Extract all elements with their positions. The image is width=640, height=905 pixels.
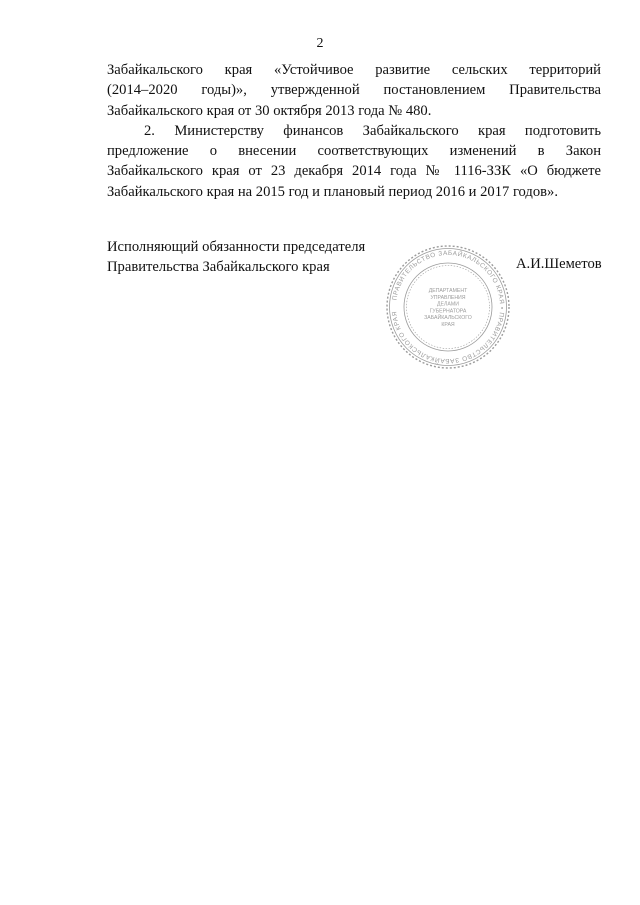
paragraph-2 bbox=[107, 121, 601, 202]
seal-stamp-icon bbox=[384, 243, 512, 371]
paragraph-line: 2. Министерству финансов Забайкальского края подготовить bbox=[144, 122, 601, 139]
signatory-name: А.И.Шеметов bbox=[516, 256, 602, 272]
paragraph-line: предложение о внесении соответствующих изменений в Закон bbox=[107, 143, 601, 160]
paragraph-line: Забайкальского края на 2015 год и плановый период 2016 и 2017 годов». bbox=[107, 183, 558, 200]
signatory-position bbox=[107, 238, 365, 277]
paragraph-1 bbox=[107, 60, 601, 121]
paragraph-line: Забайкальского края от 23 декабря 2014 года № 1116-ЗЗК «О бюджете bbox=[107, 163, 601, 180]
signatory-position-line: Правительства Забайкальского края bbox=[107, 258, 330, 275]
signatory-position-line: Исполняющий обязанности председателя bbox=[107, 239, 366, 255]
official-seal bbox=[384, 243, 512, 371]
svg-text:ДЕПАРТАМЕНТУПРАВЛЕНИЯДЕЛАМИГУБ: ДЕПАРТАМЕНТ УПРАВЛЕНИЯ ДЕЛАМИ ГУБЕРНАТОРА ЗАБАЙКАЛЬСКОГО КРАЯ bbox=[424, 288, 472, 328]
paragraph-line: (2014–2020 годы)», утвержденной постановлением Правительства bbox=[107, 82, 601, 99]
paragraph-line: Забайкальского края «Устойчивое развитие сельских территорий bbox=[107, 62, 601, 78]
paragraph-line: Забайкальского края от 30 октября 2013 года № 480. bbox=[107, 102, 432, 119]
svg-text:ПРАВИТЕЛЬСТВО ЗАБАЙКАЛЬСКОГО К: ПРАВИТЕЛЬСТВО ЗАБАЙКАЛЬСКОГО КРАЯ • ПРАВИТЕЛЬСТВО ЗАБАЙКАЛЬСКОГО КРАЯ bbox=[391, 249, 506, 365]
page-number: 2 bbox=[316, 36, 324, 51]
document-body bbox=[107, 60, 601, 202]
